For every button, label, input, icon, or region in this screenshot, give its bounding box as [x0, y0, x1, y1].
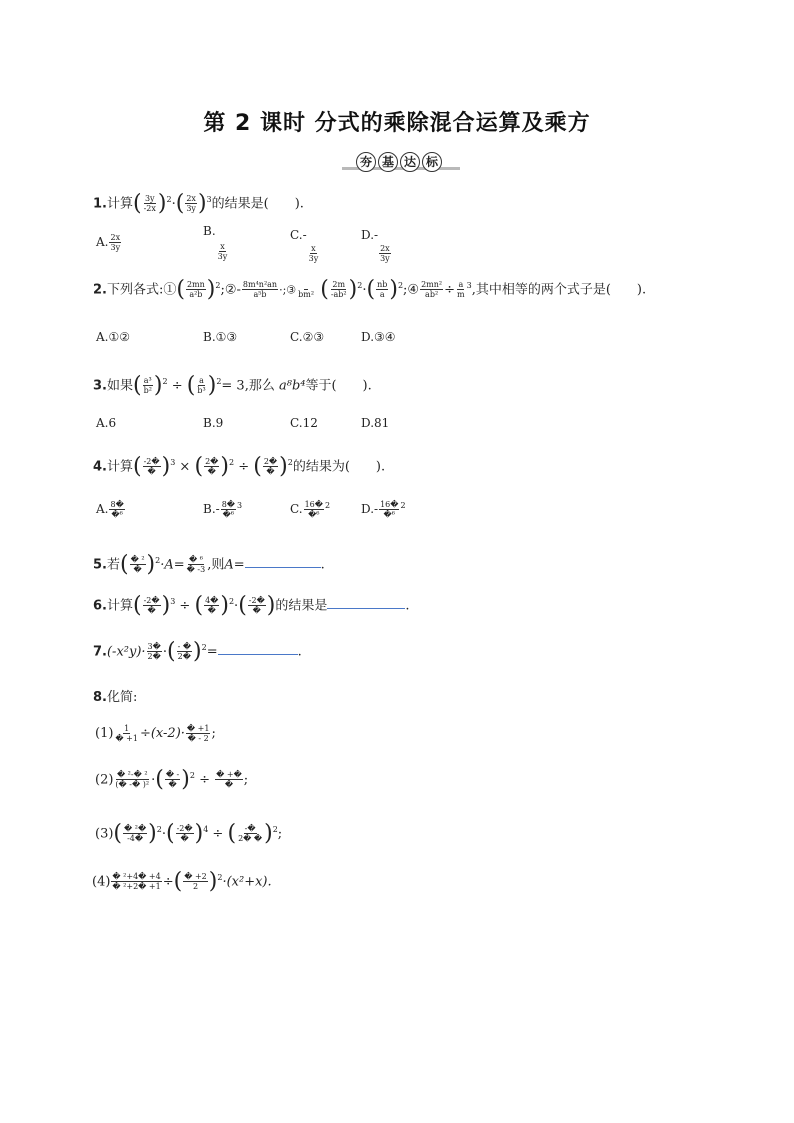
option-d: D.81: [361, 416, 390, 430]
option-d: D.- $\frac{2x}{3y}$: [361, 228, 390, 263]
banner-char: 标: [422, 152, 442, 172]
question-2: 2.下列各式:①( $\frac{2mn}{\text{a²b}}$ )$^2$;②- $\frac{\text{8m⁴n²an}}{\text{a⁵b}}$ ·;③ bm² ( $\frac{2m}{\text{-ab²}}$ )$^2$·( $\frac{nb}{a}$ )$^2$;④ $\frac{\text{2mn²}}{\text{ab²}}$ ÷ $\frac{a}{m}$ $^3$,其中相等的两个式子是( ).: [93, 276, 647, 302]
option-a: A.①②: [96, 330, 130, 344]
option-a: A.6: [96, 416, 117, 430]
option-b: B. $\frac{x}{3y}$: [203, 224, 228, 261]
option-d: D.③④: [361, 330, 396, 344]
question-number: 6.: [93, 598, 107, 614]
option-c: C. $\frac{16�}{\text{�⁶}}$ $^2$: [290, 500, 331, 519]
option-a: A. $\frac{2x}{3y}$: [96, 233, 121, 252]
subquestion-3: (3)( $\frac{\text{� ²�}}{-4�}$ )$^2$·( $\frac{-2�}{�}$ )$^4$ ÷ ( $\frac{-�}{2� �}$ )$^2$;: [95, 820, 283, 846]
answer-blank[interactable]: [245, 555, 321, 568]
fraction: $\frac{3y}{-2x}$: [143, 194, 156, 214]
question-4: 4.计算( $\frac{-2�}{�}$ )$^3$ × ( $\frac{2�}{�}$ )$^2$ ÷ ( $\frac{2�}{�}$ )$^2$的结果为( ).: [93, 453, 386, 479]
banner-char: 夯: [356, 152, 376, 172]
banner-char: 达: [400, 152, 420, 172]
question-number: 8.: [93, 690, 107, 705]
subquestion-4: (4) $\frac{\text{� ²+4� +4}}{\text{� ²+2� +1}}$ ÷( $\frac{� +2}{2}$ )$^2$·(x²+x).: [92, 868, 272, 894]
option-c: C.②③: [290, 330, 325, 344]
question-number: 1.: [93, 196, 107, 212]
page-title: 第 2 课时 分式的乘除混合运算及乘方: [203, 111, 591, 136]
question-7: 7.(-x²y)· $\frac{3�}{2�}$ ·( $\frac{- �}{2�}$ )$^2$= .: [93, 638, 302, 664]
question-number: 5.: [93, 557, 107, 573]
option-b: B.①③: [203, 330, 238, 344]
question-number: 4.: [93, 459, 107, 475]
option-c: C.12: [290, 416, 318, 430]
question-3: 3.如果( $\frac{\text{a³}}{\text{b²}}$ )$^2$ ÷ ( $\frac{a}{\text{b³}}$ )$^2$= 3,那么 a⁸b⁴等于( ).: [93, 372, 372, 398]
question-1: 1.计算( $\frac{3y}{-2x}$ )$^2$·( $\frac{2x}{3y}$ )$^3$的结果是( ).: [93, 190, 304, 216]
question-number: 2.: [93, 282, 107, 298]
section-banner: [342, 152, 460, 172]
subquestion-2: (2) $\frac{\text{� ²-� ²}}{\text{(� -� )²}}$ ·( $\frac{� -}{�}$ )$^2$ ÷ $\frac{� +�}{�}$ ;: [95, 766, 249, 792]
question-text: 计算: [106, 196, 133, 212]
banner-char: 基: [378, 152, 398, 172]
question-number: 7.: [93, 644, 107, 660]
question-5: 5.若( $\frac{\text{� ²}}{�}$ )$^2$·A= $\frac{\text{� ⁶}}{� -3}$ ,则A= .: [93, 551, 325, 577]
option-c: C.- $\frac{x}{3y}$: [290, 228, 319, 263]
answer-blank[interactable]: [218, 642, 298, 655]
question-text: 的结果是( ).: [211, 196, 304, 212]
option-a: A. $\frac{8�}{\text{�⁶}}$: [96, 500, 124, 519]
question-8: 8.化简:: [93, 690, 138, 705]
subquestion-1: (1) $\frac{1}{� +1}$ ÷(x-2)· $\frac{� +1}{� - 2}$ ;: [95, 724, 216, 743]
option-d: D.- $\frac{16�}{\text{�⁶}}$ $^2$: [361, 500, 406, 519]
fraction: $\frac{2x}{3y}$: [186, 194, 196, 214]
question-6: 6.计算( $\frac{-2�}{�}$ )$^3$ ÷ ( $\frac{4�}{�}$ )$^2$·( $\frac{-2�}{�}$ )的结果是 .: [93, 592, 410, 618]
answer-blank[interactable]: [327, 596, 405, 609]
option-b: B.- $\frac{8�}{\text{�⁶}}$ $^3$: [203, 500, 243, 519]
option-b: B.9: [203, 416, 224, 430]
question-number: 3.: [93, 378, 107, 394]
